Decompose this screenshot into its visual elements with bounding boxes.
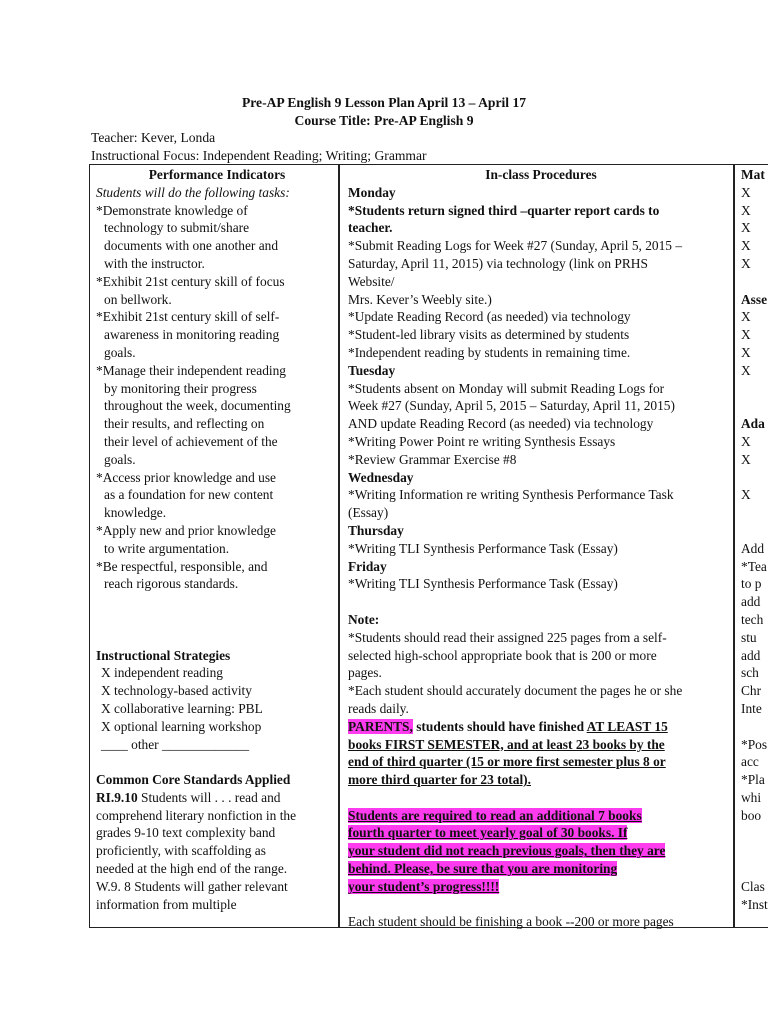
note-line: selected high-school appropriate book that is 200 or more <box>348 647 657 663</box>
required-line-text: fourth quarter to meet yearly goal of 30 books. If <box>348 825 628 841</box>
thursday-heading: Thursday <box>348 522 404 538</box>
parents-line: books FIRST SEMESTER, and at least 23 books by the <box>348 736 665 752</box>
required-line <box>348 860 734 878</box>
monday-heading: Monday <box>348 184 396 200</box>
adaptation-marks <box>741 433 768 469</box>
assessment-marks <box>741 308 768 379</box>
monday-items <box>348 202 734 362</box>
indicator-line: reach rigorous standards. <box>104 576 239 592</box>
standard-line: proficiently, with scaffolding as <box>96 843 266 859</box>
materials-column <box>741 166 768 913</box>
indicator-line: documents with one another and <box>104 238 279 254</box>
class-lines <box>741 878 768 914</box>
indicator-line: to write argumentation. <box>104 540 230 556</box>
tuesday-items <box>348 380 734 469</box>
note-line: *Each student should accurately document the pages he or she <box>348 683 683 699</box>
standard-code: RI.9.10 <box>96 789 138 805</box>
posting-line: *Pos <box>741 736 768 752</box>
monday-item: *Student-led library visits as determined by students <box>348 327 630 343</box>
additional-line: stu <box>741 629 757 645</box>
monday-item: *Submit Reading Logs for Week #27 (Sunday, April 5, 2015 – <box>348 238 683 254</box>
additional-line: sch <box>741 665 759 681</box>
indicator-line: *Apply new and prior knowledge <box>96 522 276 538</box>
strategy-item: X technology-based activity <box>101 683 252 699</box>
standard-line: comprehend literary nonfiction in the <box>96 807 297 823</box>
monday-item: Mrs. Kever’s Weebly site.) <box>348 291 492 307</box>
adaptation-mark: X <box>741 433 751 449</box>
monday-item: *Students return signed third –quarter report cards to <box>348 202 660 218</box>
assessment-mark: X <box>741 327 751 343</box>
standard-line: W.9. 8 Students will gather relevant <box>96 878 288 894</box>
focus-line: Instructional Focus: Independent Reading; Writing; Grammar <box>91 148 427 163</box>
monday-item: *Update Reading Record (as needed) via technology <box>348 309 631 325</box>
standard-text-0: Students will . . . read and <box>137 789 281 805</box>
class-line: *Inst <box>741 896 768 912</box>
adaptation-heading: Ada <box>741 416 765 432</box>
additional-line: *Tea <box>741 558 767 574</box>
materials-mark: X <box>741 202 751 218</box>
materials-mark: X <box>741 220 751 236</box>
tuesday-item: *Review Grammar Exercise #8 <box>348 451 517 467</box>
lesson-plan-title: Pre-AP English 9 Lesson Plan April 13 – April 17 <box>241 95 527 110</box>
wednesday-essay: (Essay) <box>348 505 389 521</box>
assessment-mark: X <box>741 309 751 325</box>
indicator-line: with the instructor. <box>104 255 205 271</box>
parents-goal: AT LEAST 15 <box>586 718 668 734</box>
friday-item: *Writing TLI Synthesis Performance Task (Essay) <box>348 576 618 592</box>
performance-heading: Performance Indicators <box>148 167 286 182</box>
indicator-line: their results, and reflecting on <box>104 416 265 432</box>
required-line-text: your student’s progress!!!! <box>348 878 500 894</box>
materials-heading: Mat <box>741 167 765 182</box>
strategy-item: X collaborative learning: PBL <box>101 700 263 716</box>
wednesday-heading: Wednesday <box>348 469 414 485</box>
standard-line: grades 9-10 text complexity band <box>96 825 276 841</box>
indicator-line: by monitoring their progress <box>104 380 257 396</box>
parents-line: more third quarter for 23 total). <box>348 772 531 788</box>
tuesday-item: *Students absent on Monday will submit Reading Logs for <box>348 380 665 396</box>
materials-mark: X <box>741 255 751 271</box>
tuesday-item: Week #27 (Sunday, April 5, 2015 – Saturday, April 11, 2015) <box>348 398 675 414</box>
tuesday-heading: Tuesday <box>348 362 396 378</box>
parents-lines <box>348 736 734 789</box>
indicator-line: *Exhibit 21st century skill of self- <box>96 309 280 325</box>
procedures-column <box>348 166 734 931</box>
posting-line: acc <box>741 754 759 770</box>
note-line: *Students should read their assigned 225 pages from a self- <box>348 629 667 645</box>
monday-item: *Independent reading by students in remaining time. <box>348 344 631 360</box>
adaptation-mark: X <box>741 451 751 467</box>
class-line: Clas <box>741 878 765 894</box>
posting-line: *Pla <box>741 772 765 788</box>
course-title: Course Title: Pre-AP English 9 <box>294 113 474 128</box>
assessment-heading: Asse <box>741 291 768 307</box>
additional-line: tech <box>741 611 764 627</box>
materials-marks <box>741 184 768 273</box>
standard-line: needed at the high end of the range. <box>96 861 288 877</box>
additional-line: Inte <box>741 700 762 716</box>
note-heading: Note: <box>348 611 380 627</box>
required-line-text: Students are required to read an additional 7 books <box>348 807 642 823</box>
additional-line: Chr <box>741 683 762 699</box>
indicator-line: *Access prior knowledge and use <box>96 469 276 485</box>
strategies-heading: Instructional Strategies <box>96 647 231 663</box>
additional-line: to p <box>741 576 762 592</box>
additional-line: add <box>741 594 761 610</box>
standard-lines <box>96 807 338 914</box>
indicator-line: *Be respectful, responsible, and <box>96 558 268 574</box>
assessment-mark: X <box>741 344 751 360</box>
indicator-list <box>96 202 338 594</box>
strategy-item: ____ other _____________ <box>101 736 250 752</box>
required-line <box>348 842 734 860</box>
standards-heading: Common Core Standards Applied <box>96 772 291 788</box>
indicator-line: as a foundation for new content <box>104 487 274 503</box>
note-lines <box>348 629 734 718</box>
strategy-list <box>96 664 338 753</box>
wednesday-item: *Writing Information re writing Synthesis Performance Task <box>348 487 674 503</box>
indicator-line: *Exhibit 21st century skill of focus <box>96 273 285 289</box>
monday-item: teacher. <box>348 220 393 236</box>
required-line <box>348 824 734 842</box>
materials-mark: X <box>741 238 751 254</box>
monday-item: Saturday, April 11, 2015) via technology (link on PRHS <box>348 255 648 271</box>
materials-mark: X <box>741 184 751 200</box>
additional-line: add <box>741 647 761 663</box>
indicator-line: *Manage their independent reading <box>96 362 286 378</box>
indicator-line: their level of achievement of the <box>104 433 278 449</box>
adaptation-mark-last: X <box>741 487 751 503</box>
additional-lines <box>741 558 768 718</box>
tuesday-item: AND update Reading Record (as needed) via technology <box>348 416 654 432</box>
required-lines <box>348 807 734 896</box>
standard-line: information from multiple <box>96 896 237 912</box>
posting-line: whi <box>741 789 762 805</box>
required-line <box>348 878 734 896</box>
note-line: reads daily. <box>348 700 409 716</box>
tuesday-item: *Writing Power Point re writing Synthesis Essays <box>348 433 616 449</box>
assessment-mark: X <box>741 362 751 378</box>
required-line-text: behind. Please, be sure that you are monitoring <box>348 861 618 877</box>
indicator-line: goals. <box>104 344 136 360</box>
teacher-line: Teacher: Kever, Londa <box>91 130 216 145</box>
finishing-line: Each student should be finishing a book --200 or more pages <box>348 914 674 930</box>
indicator-line: awareness in monitoring reading <box>104 327 280 343</box>
indicator-line: goals. <box>104 451 136 467</box>
procedures-heading: In-class Procedures <box>485 167 597 182</box>
parents-text: students should have finished <box>412 718 587 734</box>
monday-item: Website/ <box>348 273 395 289</box>
strategy-item: X optional learning workshop <box>101 718 262 734</box>
thursday-item: *Writing TLI Synthesis Performance Task (Essay) <box>348 540 618 556</box>
indicator-line: technology to submit/share <box>104 220 250 236</box>
indicator-line: on bellwork. <box>104 291 172 307</box>
performance-column <box>96 166 338 913</box>
additional-heading: Add <box>741 540 765 556</box>
parents-line: end of third quarter (15 or more first semester plus 8 or <box>348 754 666 770</box>
required-line-text: your student did not reach previous goals, then they are <box>348 843 666 859</box>
friday-heading: Friday <box>348 558 387 574</box>
indicator-line: *Demonstrate knowledge of <box>96 202 248 218</box>
performance-subheading: Students will do the following tasks: <box>96 184 290 200</box>
note-line: pages. <box>348 665 382 681</box>
column-divider-1 <box>338 164 340 928</box>
strategy-item: X independent reading <box>101 665 223 681</box>
indicator-line: throughout the week, documenting <box>104 398 291 414</box>
posting-line: boo <box>741 807 762 823</box>
posting-lines <box>741 736 768 825</box>
required-line <box>348 807 734 825</box>
parents-label: PARENTS, <box>348 718 413 734</box>
indicator-line: knowledge. <box>104 505 167 521</box>
